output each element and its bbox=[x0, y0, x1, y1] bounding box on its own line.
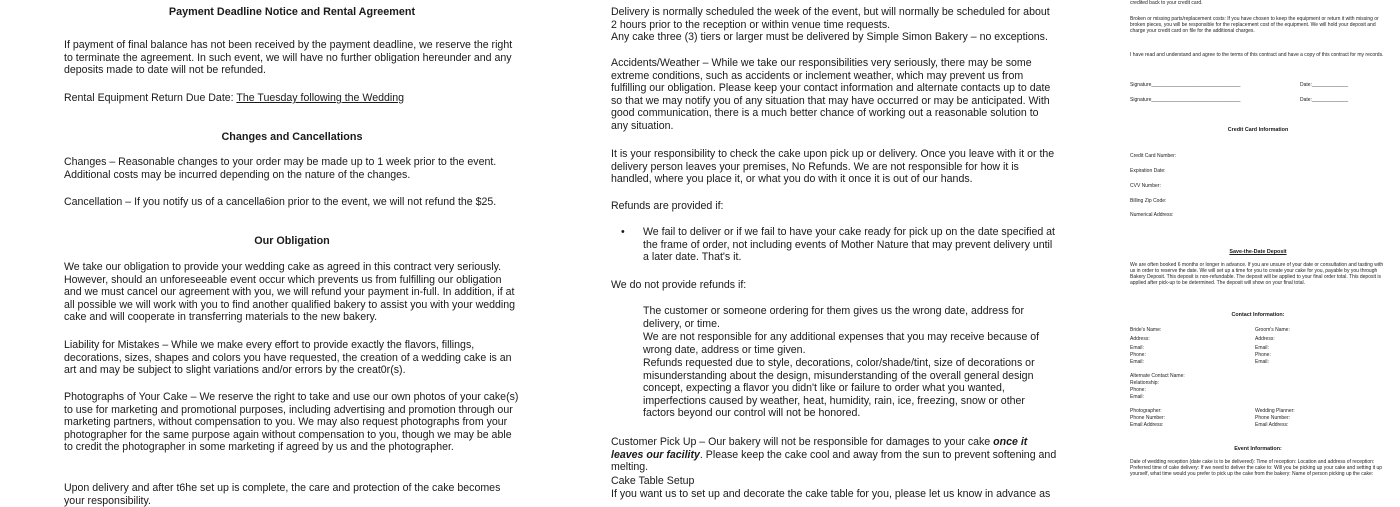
cake-table-setup-paragraph: If you want us to set up and decorate the cake table for you, please let us know in advance as bbox=[611, 488, 1051, 500]
bullet-icon: • bbox=[621, 226, 625, 238]
no-refund-item-text: We are not responsible for any additional expenses that you may receive because of wrong date, address or time given. bbox=[643, 331, 1040, 356]
groom-name-field[interactable]: Groom's Name: bbox=[1255, 327, 1290, 333]
bride-email2-field[interactable]: Email: bbox=[1130, 359, 1144, 365]
bride-name-field[interactable]: Bride's Name: bbox=[1130, 327, 1162, 333]
no-refunds-heading: We do not provide refunds if: bbox=[611, 279, 747, 291]
alt-email-field[interactable]: Email: bbox=[1130, 394, 1144, 400]
bride-address-field[interactable]: Address: bbox=[1130, 336, 1150, 342]
refund-item bbox=[611, 226, 1058, 264]
refunds-provided-heading: Refunds are provided if: bbox=[611, 200, 724, 212]
return-due-date bbox=[64, 92, 522, 105]
no-refund-item bbox=[611, 331, 1058, 356]
groom-address-field[interactable]: Address: bbox=[1255, 336, 1275, 342]
signature-label: Signature bbox=[1130, 97, 1152, 103]
contract-page-3 bbox=[1100, 0, 1400, 500]
save-the-date-heading: Save-the-Date Deposit bbox=[1229, 249, 1287, 255]
event-info-text: Date of wedding reception (date cake is to be delivered): Time of reception: Location and address of reception: Preferred time of cake delivery: If we need to deliver the cake to: Will you be picking up your cake and setting it up yourself, what time would you prefer to pick up the cake from the bakery: Name of person picking up the cake: bbox=[1130, 459, 1383, 477]
photographs-paragraph: Photographs of Your Cake – We reserve the right to take and use our own photos of your cake(s) to use for marketing and promotional purposes, including advertising and promotion through our marketing partners, without compensation to you. We may also request photographs from your photographer for the same purpose again without compensation to you, though we may be able to credit the photographer in some marketing if agreed by us and the photographer. bbox=[64, 391, 519, 454]
contract-page-1 bbox=[0, 0, 540, 507]
event-info-heading: Event Information: bbox=[1234, 446, 1282, 452]
numerical-address-field[interactable]: Numerical Address: bbox=[1130, 212, 1174, 218]
groom-phone-field[interactable]: Phone: bbox=[1255, 352, 1271, 358]
payment-deadline-paragraph: If payment of final balance has not been received by the payment deadline, we reserve the right to terminate the agreement. In such event, we will have no further obligation hereunder and any deposits made to date will not be refunded. bbox=[64, 39, 513, 77]
bride-phone-field[interactable]: Phone: bbox=[1130, 352, 1146, 358]
no-refund-item-text: The customer or someone ordering for them gives us the wrong date, address for delivery, or time. bbox=[643, 305, 1024, 330]
photographer-phone-field[interactable]: Phone Number: bbox=[1130, 415, 1166, 421]
date-line[interactable]: Date:_____________ bbox=[1300, 97, 1349, 103]
no-refund-item bbox=[611, 357, 1058, 420]
signature-label: Signature bbox=[1130, 82, 1152, 88]
cancellation-paragraph: Cancellation – If you notify us of a cancella6ion prior to the event, we will not refund the $25. bbox=[64, 196, 497, 208]
pickup-text-a: Customer Pick Up – Our bakery will not be responsible for damages to your cake bbox=[611, 436, 991, 448]
alt-contact-name-field[interactable]: Alternate Contact Name: bbox=[1130, 373, 1185, 379]
credit-card-heading: Credit Card Information bbox=[1227, 127, 1289, 133]
expiration-date-field[interactable]: Expiration Date: bbox=[1130, 168, 1166, 174]
accidents-weather-paragraph: Accidents/Weather – While we take our responsibilities very seriously, there may be some extreme conditions, such as accidents or inclement weather, which may prevent us from fulfilling our obligation. Please keep your contact information and alternate contacts up to date so that we may notify you of any situation that may have occurred or may be anticipated. With good communication, there is a much better chance of working out a reasonable solution to any situation. bbox=[611, 57, 1051, 132]
groom-email2-field[interactable]: Email: bbox=[1255, 359, 1269, 365]
bride-email-field[interactable]: Email: bbox=[1130, 345, 1144, 351]
pickup-text-b: once it leaves our facility bbox=[611, 436, 1028, 461]
photographer-email-field[interactable]: Email Address: bbox=[1130, 422, 1164, 428]
return-due-value: The Tuesday following the Wedding bbox=[236, 92, 405, 104]
obligation-heading: Our Obligation bbox=[254, 235, 330, 247]
customer-pickup-paragraph bbox=[611, 436, 1058, 474]
date-label: Date: bbox=[1300, 82, 1312, 88]
groom-email-field[interactable]: Email: bbox=[1255, 345, 1269, 351]
credited-back-text: credited back to your credit card. bbox=[1130, 0, 1203, 6]
cvv-field[interactable]: CVV Number: bbox=[1130, 183, 1161, 189]
delivery-schedule-paragraph: Delivery is normally scheduled the week of the event, but will normally be scheduled for about 2 hours prior to the reception or within venue time requests. bbox=[611, 6, 1050, 31]
check-cake-paragraph: It is your responsibility to check the cake upon pick up or delivery. Once you leave with it or the delivery person leaves your premises, No Refunds. We are not responsible for how it is handled, where you place it, or what you do with it once it is out of our hands. bbox=[611, 148, 1055, 186]
no-refund-item-text: Refunds requested due to style, decorations, color/shade/tint, size of decorations or misunderstanding about the design, misunderstanding of the overall general design concept, expecting a flavor you didn't like or failure to order what you wanted, imperfections caused by weather, heat, humidity, rain, ice, freezing, snow or other factors beyond our control will not be honored. bbox=[643, 357, 1035, 420]
planner-phone-field[interactable]: Phone Number: bbox=[1255, 415, 1291, 421]
changes-heading: Changes and Cancellations bbox=[221, 131, 363, 143]
cake-table-setup-heading: Cake Table Setup bbox=[611, 475, 695, 487]
pickup-text-c: . Please keep the cake cool and away from the sun to prevent softening and melting. bbox=[611, 448, 1057, 474]
contract-page-2 bbox=[574, 0, 1074, 500]
date-line[interactable]: Date:_____________ bbox=[1300, 82, 1349, 88]
photographer-field[interactable]: Photographer: bbox=[1130, 408, 1162, 414]
contact-info-heading: Contact Information: bbox=[1231, 312, 1285, 318]
date-label: Date: bbox=[1300, 97, 1312, 103]
credit-card-number-field[interactable]: Credit Card Number: bbox=[1130, 153, 1177, 159]
delivery-tier-paragraph: Any cake three (3) tiers or larger must be delivered by Simple Simon Bakery – no exceptions. bbox=[611, 31, 1048, 43]
liability-paragraph: Liability for Mistakes – While we make every effort to provide exactly the flavors, fillings, decorations, sizes, shapes and colors you have requested, the creation of a wedding cake is an art and may be subject to slight variations and/or errors by the creat0r(s). bbox=[64, 339, 512, 377]
alt-phone-field[interactable]: Phone: bbox=[1130, 387, 1146, 393]
signature-line[interactable]: Signature________________________________ bbox=[1130, 97, 1241, 103]
signature-line[interactable]: Signature________________________________ bbox=[1130, 82, 1241, 88]
return-due-label: Rental Equipment Return Due Date: bbox=[64, 92, 234, 104]
save-the-date-text: We are often booked 6 months or longer in advance. If you are unsure of your date or consultation and tasting with us in order to reserve the date. We will set up a time for you to create your cake for you, payable by you through Bakery Deposit. This deposit is non-refundable. The deposit will be applied to your final order total. This deposit is applied after pick-up to be determined. The deposit will show on your final total. bbox=[1130, 262, 1384, 286]
no-refund-item bbox=[611, 305, 1058, 330]
page-title: Payment Deadline Notice and Rental Agreement bbox=[168, 6, 416, 18]
planner-field[interactable]: Wedding Planner: bbox=[1255, 408, 1295, 414]
billing-zip-field[interactable]: Billing Zip Code: bbox=[1130, 198, 1167, 204]
agreement-text: I have read and understand and agree to the terms of this contract and have a copy of this contract for my records. bbox=[1130, 52, 1384, 58]
refund-item-text: We fail to deliver or if we fail to have your cake ready for pick up on the date specified at the frame of order, not including events of Mother Nature that may prevent delivery until a later date. That's it. bbox=[643, 226, 1056, 264]
delivery-responsibility-paragraph: Upon delivery and after t6he set up is complete, the care and protection of the cake becomes your responsibility. bbox=[64, 482, 501, 507]
alt-relationship-field[interactable]: Relationship: bbox=[1130, 380, 1159, 386]
obligation-paragraph: We take our obligation to provide your wedding cake as agreed in this contract very seriously. However, should an unforeseeable event occur which prevents us from fulfilling our obligation and we must cancel our agreement with you, we will refund your payment in-full. In addition, if at all possible we will work with you to find another qualified bakery to assist you with your wedding cake and will cooperate in transferring materials to the new bakery. bbox=[64, 261, 516, 324]
changes-paragraph: Changes – Reasonable changes to your order may be made up to 1 week prior to the event. Additional costs may be incurred depending on the nature of the changes. bbox=[64, 156, 497, 181]
planner-email-field[interactable]: Email Address: bbox=[1255, 422, 1289, 428]
broken-parts-text: Broken or missing parts/replacement costs: If you have chosen to keep the equipment or return it with missing or broken pieces, you will be responsible for the replacement cost of the equipment. We will hold your deposit and charge your credit card on file for the additional charges. bbox=[1130, 16, 1379, 34]
